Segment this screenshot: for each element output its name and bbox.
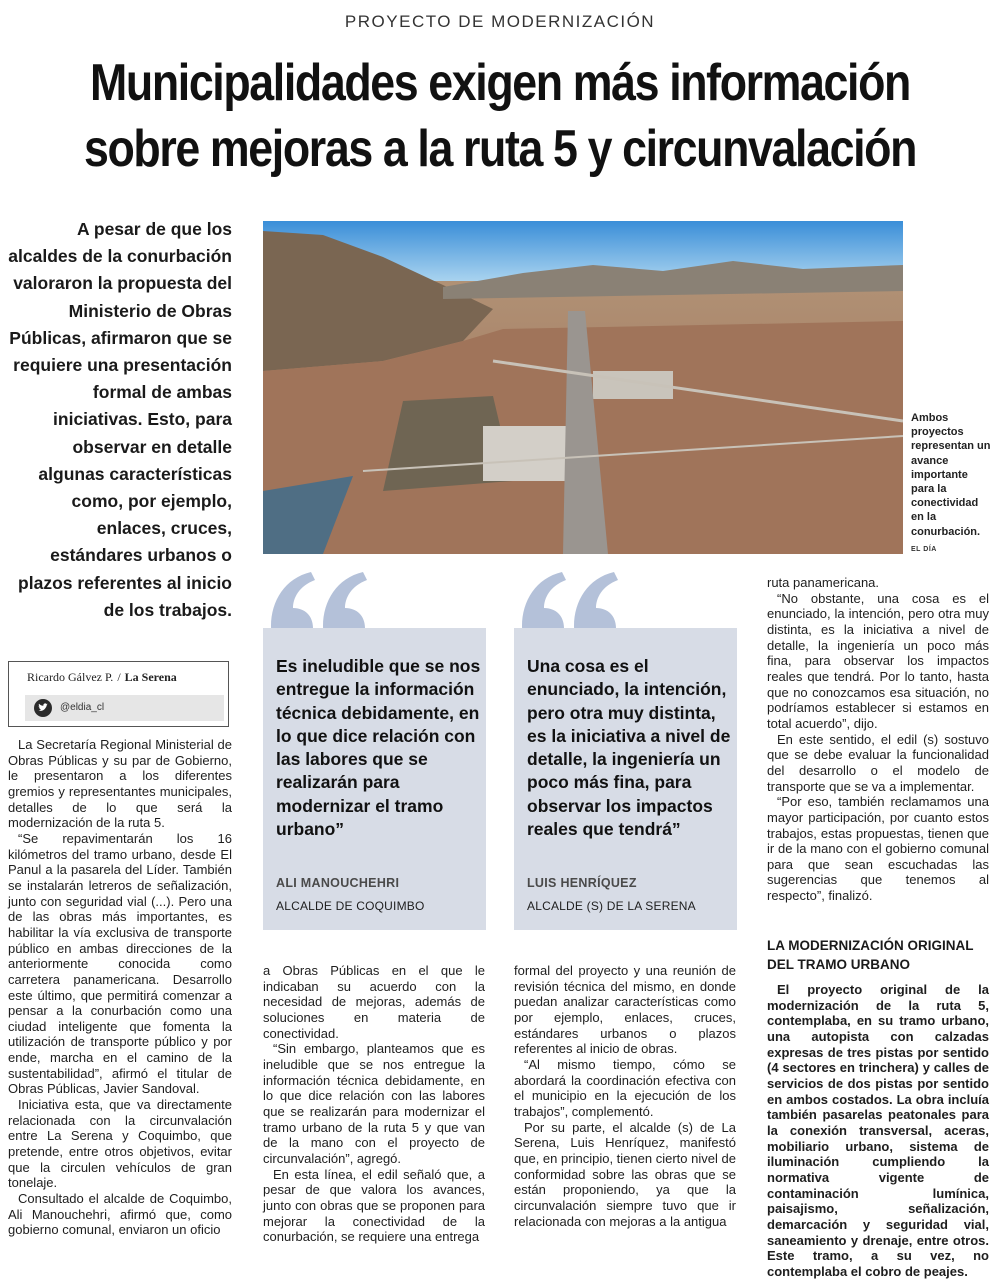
paragraph: En este sentido, el edil (s) sostuvo que se debe evaluar la funcionalidad del desarrollo o el modelo de transporte que se va a implementar.	[767, 731, 989, 794]
article-deck: A pesar de que los alcaldes de la conurbación valoraron la propuesta del Ministerio de Obras Públicas, afirmaron que se requiere una presentación formal de ambas iniciativas. Esto, para observar en detalle algunas características como, por ejemplo, enlaces, cruces, estándares urbanos o plazos referentes al inicio de los trabajos.	[8, 219, 232, 620]
pull-quote-text: Una cosa es el enunciado, la intención, pero otra muy distinta, es la iniciativa a nivel de detalle, la ingeniería un poco más fina, para observar los impactos reales que tendrá”	[527, 656, 731, 840]
paragraph: “Al mismo tiempo, cómo se abordará la coordinación efectiva con el municipio en la ejecución de los trabajos”, complementó.	[514, 1056, 736, 1119]
byline	[27, 670, 177, 685]
twitter-bar[interactable]	[25, 695, 224, 721]
paragraph: “Por eso, también reclamamos una mayor participación, por cuanto estos trabajos, estas propuestas, tienen que ir de la mano con el gobierno comunal para que sean escuchadas las sugerencias que tenemos al respecto”, finalizó.	[767, 794, 989, 904]
byline-box	[8, 661, 229, 727]
pull-quote-role: ALCALDE (S) DE LA SERENA	[527, 899, 696, 913]
paragraph: La Secretaría Regional Ministerial de Obras Públicas y su par de Gobierno, le presentaron a los diferentes gremios y representantes municipales, detalles de lo que será la modernización de la ruta 5.	[8, 737, 232, 831]
paragraph: El proyecto original de la modernización de la ruta 5, contemplaba, en su tramo urbano, una autopista con calzadas expresas de tres pistas por sentido (4 sectores en trinchera) y calles de servicios de dos pistas por sentido en ambos costados. La obra incluía también pasarelas peatonales para la conexión transversal, aceras, mobiliario urbano, sistema de iluminación cumpliendo la normativa vigente de contaminación lumínica, paisajismo, señalización, demarcación y seguridad vial, saneamiento y drenaje, entre otros. Este tramo, a su vez, no contemplaba el cobro de peajes.	[767, 982, 989, 1279]
paragraph: “No obstante, una cosa es el enunciado, la intención, pero otra muy distinta, es la iniciativa a nivel de detalle, la ingeniería un poco más fina, para observar los impactos reales que tendrá. Por lo tanto, hasta que no conozcamos esa situación, no podríamos establecer si estamos en total acuerdo”, dijo.	[767, 590, 989, 731]
paragraph: “Sin embargo, planteamos que es ineludible que se nos entregue la información técnica debidamente, en lo que dice relación con las labores que se realizarán para modernizar el tramo urbano de la ruta 5 y que van de la mano con el proyecto de circunvalación”, agregó.	[263, 1041, 485, 1166]
pull-quote-henriquez	[514, 628, 737, 930]
section-subhead: LA MODERNIZACIÓN ORIGINAL DEL TRAMO URBANO	[767, 938, 974, 972]
twitter-icon	[34, 699, 52, 717]
headline-line-1: Municipalidades exigen más información	[90, 54, 910, 112]
aerial-photo	[263, 221, 903, 554]
pull-quote-name: LUIS HENRÍQUEZ	[527, 876, 637, 890]
paragraph: a Obras Públicas en el que le indicaban su acuerdo con la necesidad de mejoras, además de soluciones en materia de conectividad.	[263, 963, 485, 1041]
pull-quote-text: Es ineludible que se nos entregue la información técnica debidamente, en lo que dice relación con las labores que se realizarán para modernizar el tramo urbano”	[276, 656, 481, 840]
byline-separator: /	[117, 670, 121, 684]
paragraph: formal del proyecto y una reunión de revisión técnica del mismo, en donde puedan analizar características como por ejemplo, enlaces, cruces, estándares urbanos o plazos referentes al inicio de obras.	[514, 963, 736, 1057]
paragraph: Consultado el alcalde de Coquimbo, Ali Manouchehri, afirmó que, como gobierno comunal, enviaron un oficio	[8, 1191, 232, 1238]
author-name: Ricardo Gálvez P.	[27, 670, 114, 684]
photo-caption: Ambos proyectos representan un avance importante para la conectividad en la conurbación.	[911, 412, 991, 538]
paragraph: Por su parte, el alcalde (s) de La Serena, Luis Henríquez, manifestó que, en principio, tienen cierto nivel de conformidad sobre las obras que se están proponiendo, ya que la circunvalación siempre tuvo que ir relacionada con mejoras a la antigua	[514, 1119, 736, 1229]
pull-quote-name: ALI MANOUCHEHRI	[276, 876, 400, 890]
headline	[79, 50, 922, 182]
body-column-3	[514, 963, 736, 1229]
paragraph: ruta panamericana.	[767, 575, 880, 590]
body-column-1	[8, 737, 232, 1238]
body-column-2	[263, 963, 485, 1245]
paragraph: “Se repavimentarán los 16 kilómetros del tramo urbano, desde El Panul a la pasarela del Líder. También se instalarán letreros de señalización, junto con seguridad vial (...). Pero una de las obras más importantes, es habilitar la vía exclusiva de transporte público en ambas direcciones de la anteriormente conocida como carretera panamericana. Desarrollo este último, que permitirá comenzar a pensar a la conurbación como una ciudad inteligente que fomenta la utilización de transporte público y por ende, marcha en el camino de la sustentabilidad”, afirmó el titular de Obras Públicas, Javier Sandoval.	[8, 830, 232, 1097]
byline-location: La Serena	[124, 670, 177, 684]
paragraph: Iniciativa esta, que va directamente relacionada con la circunvalación entre La Serena y Coquimbo, que pretende, entre otros objetivos, evitar que la circulen vehículos de gran tonelaje.	[8, 1097, 232, 1191]
body-column-4	[767, 575, 989, 904]
pull-quote-manouchehri	[263, 628, 486, 930]
twitter-handle[interactable]: @eldia_cl	[60, 702, 105, 713]
paragraph: En esta línea, el edil señaló que, a pesar de que valora los avances, junto con obras que se proponen para mejorar la conectividad de la conurbación, se requiere una entrega	[263, 1166, 485, 1245]
headline-line-2: sobre mejoras a la ruta 5 y circunvalación	[83, 120, 917, 178]
body-column-5	[767, 982, 989, 1279]
section-kicker: PROYECTO DE MODERNIZACIÓN	[344, 12, 656, 31]
photo-credit: EL DÍA	[911, 546, 937, 553]
pull-quote-role: ALCALDE DE COQUIMBO	[276, 899, 425, 913]
